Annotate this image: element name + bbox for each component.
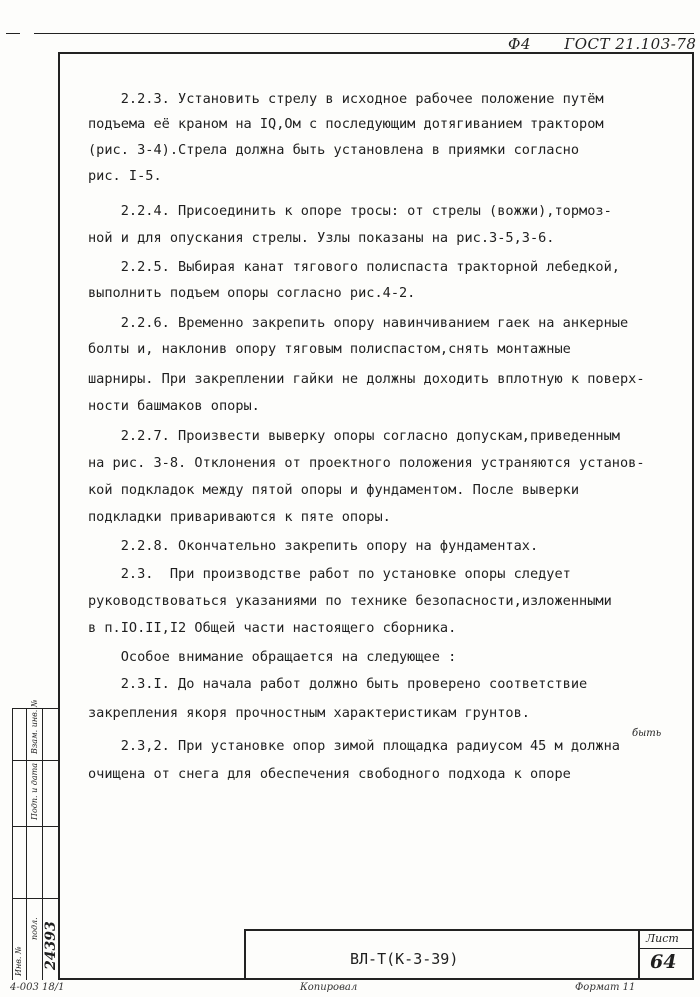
text-line: в п.IO.II,I2 Общей части настоящего сборника. [88, 620, 457, 636]
text-line: (рис. 3-4).Стрела должна быть установлена в приямки согласно [88, 142, 580, 158]
text-line: выполнить подъем опоры согласно рис.4-2. [88, 285, 416, 301]
text-line: очищена от снега для обеспечения свободного подхода к опоре [88, 766, 571, 782]
text-line: рис. I-5. [88, 168, 162, 184]
strip-note: подл. [30, 917, 39, 940]
text-line: ной и для опускания стрелы. Узлы показаны на рис.3-5,3-6. [88, 230, 555, 246]
text-line: руководствоваться указаниями по технике безопасности,изложенными [88, 593, 612, 609]
text-line: 2.3.I. До начала работ должно быть проверено соответствие [88, 676, 588, 692]
title-block [244, 929, 694, 980]
text-line: подъема её краном на IQ,Oм с последующим дотягиванием трактором [88, 116, 604, 132]
text-line: Особое внимание обращается на следующее : [88, 649, 457, 665]
document-code: ВЛ-Т(К-3-39) [350, 950, 459, 968]
text-line: на рис. 3-8. Отклонения от проектного положения устраняются установ- [88, 455, 645, 471]
text-line: 2.2.8. Окончательно закрепить опору на фундаментах. [88, 538, 539, 554]
text-line: 2.3. При производстве работ по установке опоры следует [88, 566, 571, 582]
left-margin-strip [12, 699, 59, 980]
text-line: 2.2.6. Временно закрепить опору навинчиванием гаек на анкерные [88, 315, 629, 331]
sheet-label: Лист [646, 932, 679, 945]
sheet-box [638, 929, 694, 980]
inventory-number: 24393 [43, 921, 59, 970]
text-line: 2.3,2. При установке опор зимой площадка радиусом 45 м должна [88, 738, 620, 754]
standard-code: ГОСТ 21.103-78 [564, 35, 697, 53]
text-line: ности башмаков опоры. [88, 398, 260, 414]
top-border-line [34, 33, 694, 34]
page-mark: Ф4 [508, 35, 531, 53]
text-line: болты и, наклонив опору тяговым полиспастом,снять монтажные [88, 341, 571, 357]
top-tick-line [6, 33, 20, 34]
strip-line [12, 760, 58, 761]
strip-line [26, 708, 27, 980]
text-line: кой подкладок между пятой опоры и фундаментом. После выверки [88, 482, 580, 498]
strip-line [12, 898, 58, 899]
bottom-note-center: Копировал [300, 982, 358, 993]
bottom-margin-notes [10, 982, 700, 997]
sheet-divider [640, 948, 694, 949]
handwritten-insert: быть [632, 728, 662, 739]
text-line: 2.2.3. Установить стрелу в исходное рабочее положение путём [88, 91, 604, 107]
strip-line [12, 708, 13, 980]
text-line: закрепления якоря прочностным характеристикам грунтов. [88, 705, 530, 721]
sheet-number: 64 [650, 951, 677, 973]
strip-note: Инв. № [14, 946, 23, 976]
strip-note: Подп. и дата [30, 763, 39, 820]
text-line: 2.2.5. Выбирая канат тягового полиспаста тракторной лебедкой, [88, 259, 620, 275]
bottom-note-right: Формат 11 [575, 982, 636, 993]
text-line: 2.2.4. Присоединить к опоре тросы: от стрелы (вожжи),тормоз- [88, 203, 612, 219]
page-header [508, 35, 696, 53]
text-line: подкладки привариваются к пяте опоры. [88, 509, 391, 525]
text-line: шарниры. При закреплении гайки не должны доходить вплотную к поверх- [88, 371, 645, 387]
bottom-note-left: 4-003 18/1 [10, 982, 65, 993]
text-line: 2.2.7. Произвести выверку опоры согласно допускам,приведенным [88, 428, 620, 444]
strip-note: Взам. инв. № [30, 699, 39, 754]
strip-line [12, 826, 58, 827]
